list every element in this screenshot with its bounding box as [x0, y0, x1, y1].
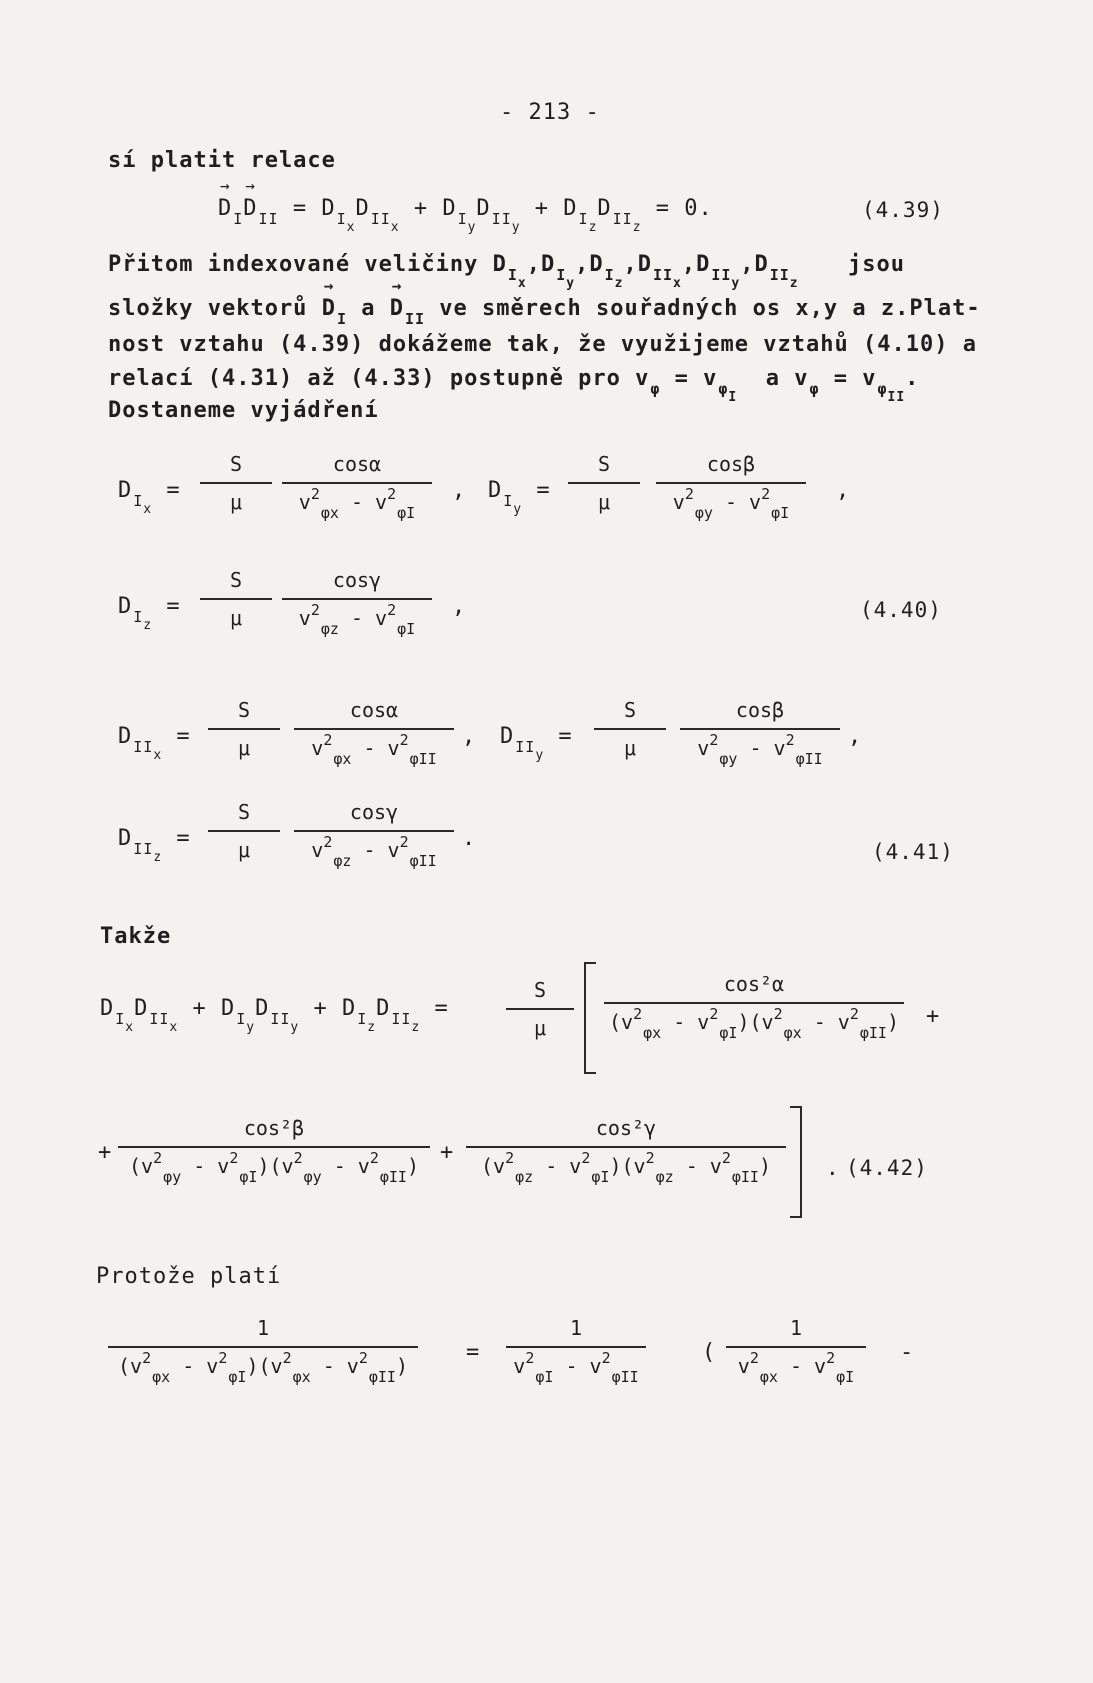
lhs-D-IIx: $D_{IIx}$ = [118, 724, 191, 763]
frac-cos-alpha-I: cosα $v^2_{\varphi x} - v^2_{\varphi I}$ [282, 452, 432, 514]
eq42-lhs: $D_{Ix}D_{IIx} + D_{Iy}D_{IIy} + D_{Iz}D_{IIz}$ = [100, 996, 449, 1035]
frac-S-mu-6: S μ [208, 800, 280, 862]
text-line-1: sí platit relace [108, 148, 336, 173]
paragraph-line-4: relací (4.31) až (4.33) postupně pro $v_\varphi = v_{\varphi I}$ a $v_\varphi = v_{\varphi II}$. [108, 366, 920, 405]
frac-one-x-I: 1 $v^2_{\varphi x} - v^2_{\varphi I}$ [726, 1316, 866, 1378]
frac-cos-gamma-II: cosγ $v^2_{\varphi z} - v^2_{\varphi II}$ [294, 800, 454, 862]
text-protoze: Protože platí [96, 1264, 282, 1289]
frac-S-mu-1: S μ [200, 452, 272, 514]
comma-3: , [452, 594, 467, 619]
frac-cos-beta-I: cosβ $v^2_{\varphi y} - v^2_{\varphi I}$ [656, 452, 806, 514]
equation-number-4-42: (4.42) [846, 1156, 928, 1180]
equals-sign: = [466, 1340, 481, 1365]
frac-cos-beta-II: cosβ $v^2_{\varphi y} - v^2_{\varphi II}$ [680, 698, 840, 760]
plus-3: + [440, 1140, 455, 1165]
equation-number-4-41: (4.41) [872, 840, 954, 864]
frac-cos2-gamma: cos²γ $(v^2_{\varphi z} - v^2_{\varphi I})(v^2_{\varphi z} - v^2_{\varphi II})$ [466, 1116, 786, 1178]
minus-sign: - [900, 1340, 915, 1365]
period-1: . [462, 826, 477, 851]
frac-cos-gamma-I: cosγ $v^2_{\varphi z} - v^2_{\varphi I}$ [282, 568, 432, 630]
period-2: . [826, 1156, 840, 1180]
frac-cos2-alpha: cos²α $(v^2_{\varphi x} - v^2_{\varphi I})(v^2_{\varphi x} - v^2_{\varphi II})$ [604, 972, 904, 1034]
page-number: - 213 - [500, 100, 600, 125]
bracket-left [584, 962, 596, 1074]
lhs-D-Ix: $D_{Ix}$ = [118, 478, 181, 517]
frac-S-mu-3: S μ [200, 568, 272, 630]
frac-S-mu-7: S μ [506, 978, 574, 1040]
frac-cos-alpha-II: cosα $v^2_{\varphi x} - v^2_{\varphi II}$ [294, 698, 454, 760]
frac-S-mu-2: S μ [568, 452, 640, 514]
frac-one-I-II: 1 $v^2_{\varphi I} - v^2_{\varphi II}$ [506, 1316, 646, 1378]
frac-cos2-beta: cos²β $(v^2_{\varphi y} - v^2_{\varphi I})(v^2_{\varphi y} - v^2_{\varphi II})$ [118, 1116, 430, 1178]
frac-one-product: 1 $(v^2_{\varphi x} - v^2_{\varphi I})(v^2_{\varphi x} - v^2_{\varphi II})$ [108, 1316, 418, 1378]
plus-2: + [98, 1140, 113, 1165]
lhs-D-IIz: $D_{IIz}$ = [118, 826, 191, 865]
lhs-D-Iz: $D_{Iz}$ = [118, 594, 181, 633]
paragraph-line-2: složky vektorů → $D_I$ $a \to D_{II}$ ve směrech souřadných os x,y a z.Plat- [108, 296, 981, 321]
bracket-right [790, 1106, 802, 1218]
frac-S-mu-5: S μ [594, 698, 666, 760]
frac-S-mu-4: S μ [208, 698, 280, 760]
equation-4-39: → $D_I\to D_{II} = D_{Ix}D_{IIx} + D_{Iy}D_{IIy} + D_{Iz}D_{IIz} = 0$. [218, 196, 713, 221]
lhs-D-IIy: $D_{IIy}$ = [500, 724, 573, 763]
lhs-D-Iy: $D_{Iy}$ = [488, 478, 551, 517]
plus-1: + [926, 1004, 941, 1029]
paragraph-line-3: nost vztahu (4.39) dokážeme tak, že využijeme vztahů (4.10) a [108, 332, 977, 357]
comma-1: , [452, 478, 467, 503]
paragraph-line-1: Přitom indexované veličiny $D_{Ix},D_{Iy},D_{Iz},D_{IIx},D_{IIy},D_{IIz}$ [108, 252, 799, 291]
comma-5: , [848, 724, 863, 749]
equation-number-4-40: (4.40) [860, 598, 942, 622]
paragraph-line-1-end: jsou [848, 252, 905, 277]
paren-open: ( [702, 1340, 717, 1365]
text-takze: Takže [100, 924, 172, 949]
comma-2: , [836, 478, 851, 503]
equation-number-4-39: (4.39) [862, 198, 944, 222]
paragraph-line-5: Dostaneme vyjádření [108, 398, 379, 423]
comma-4: , [462, 724, 477, 749]
